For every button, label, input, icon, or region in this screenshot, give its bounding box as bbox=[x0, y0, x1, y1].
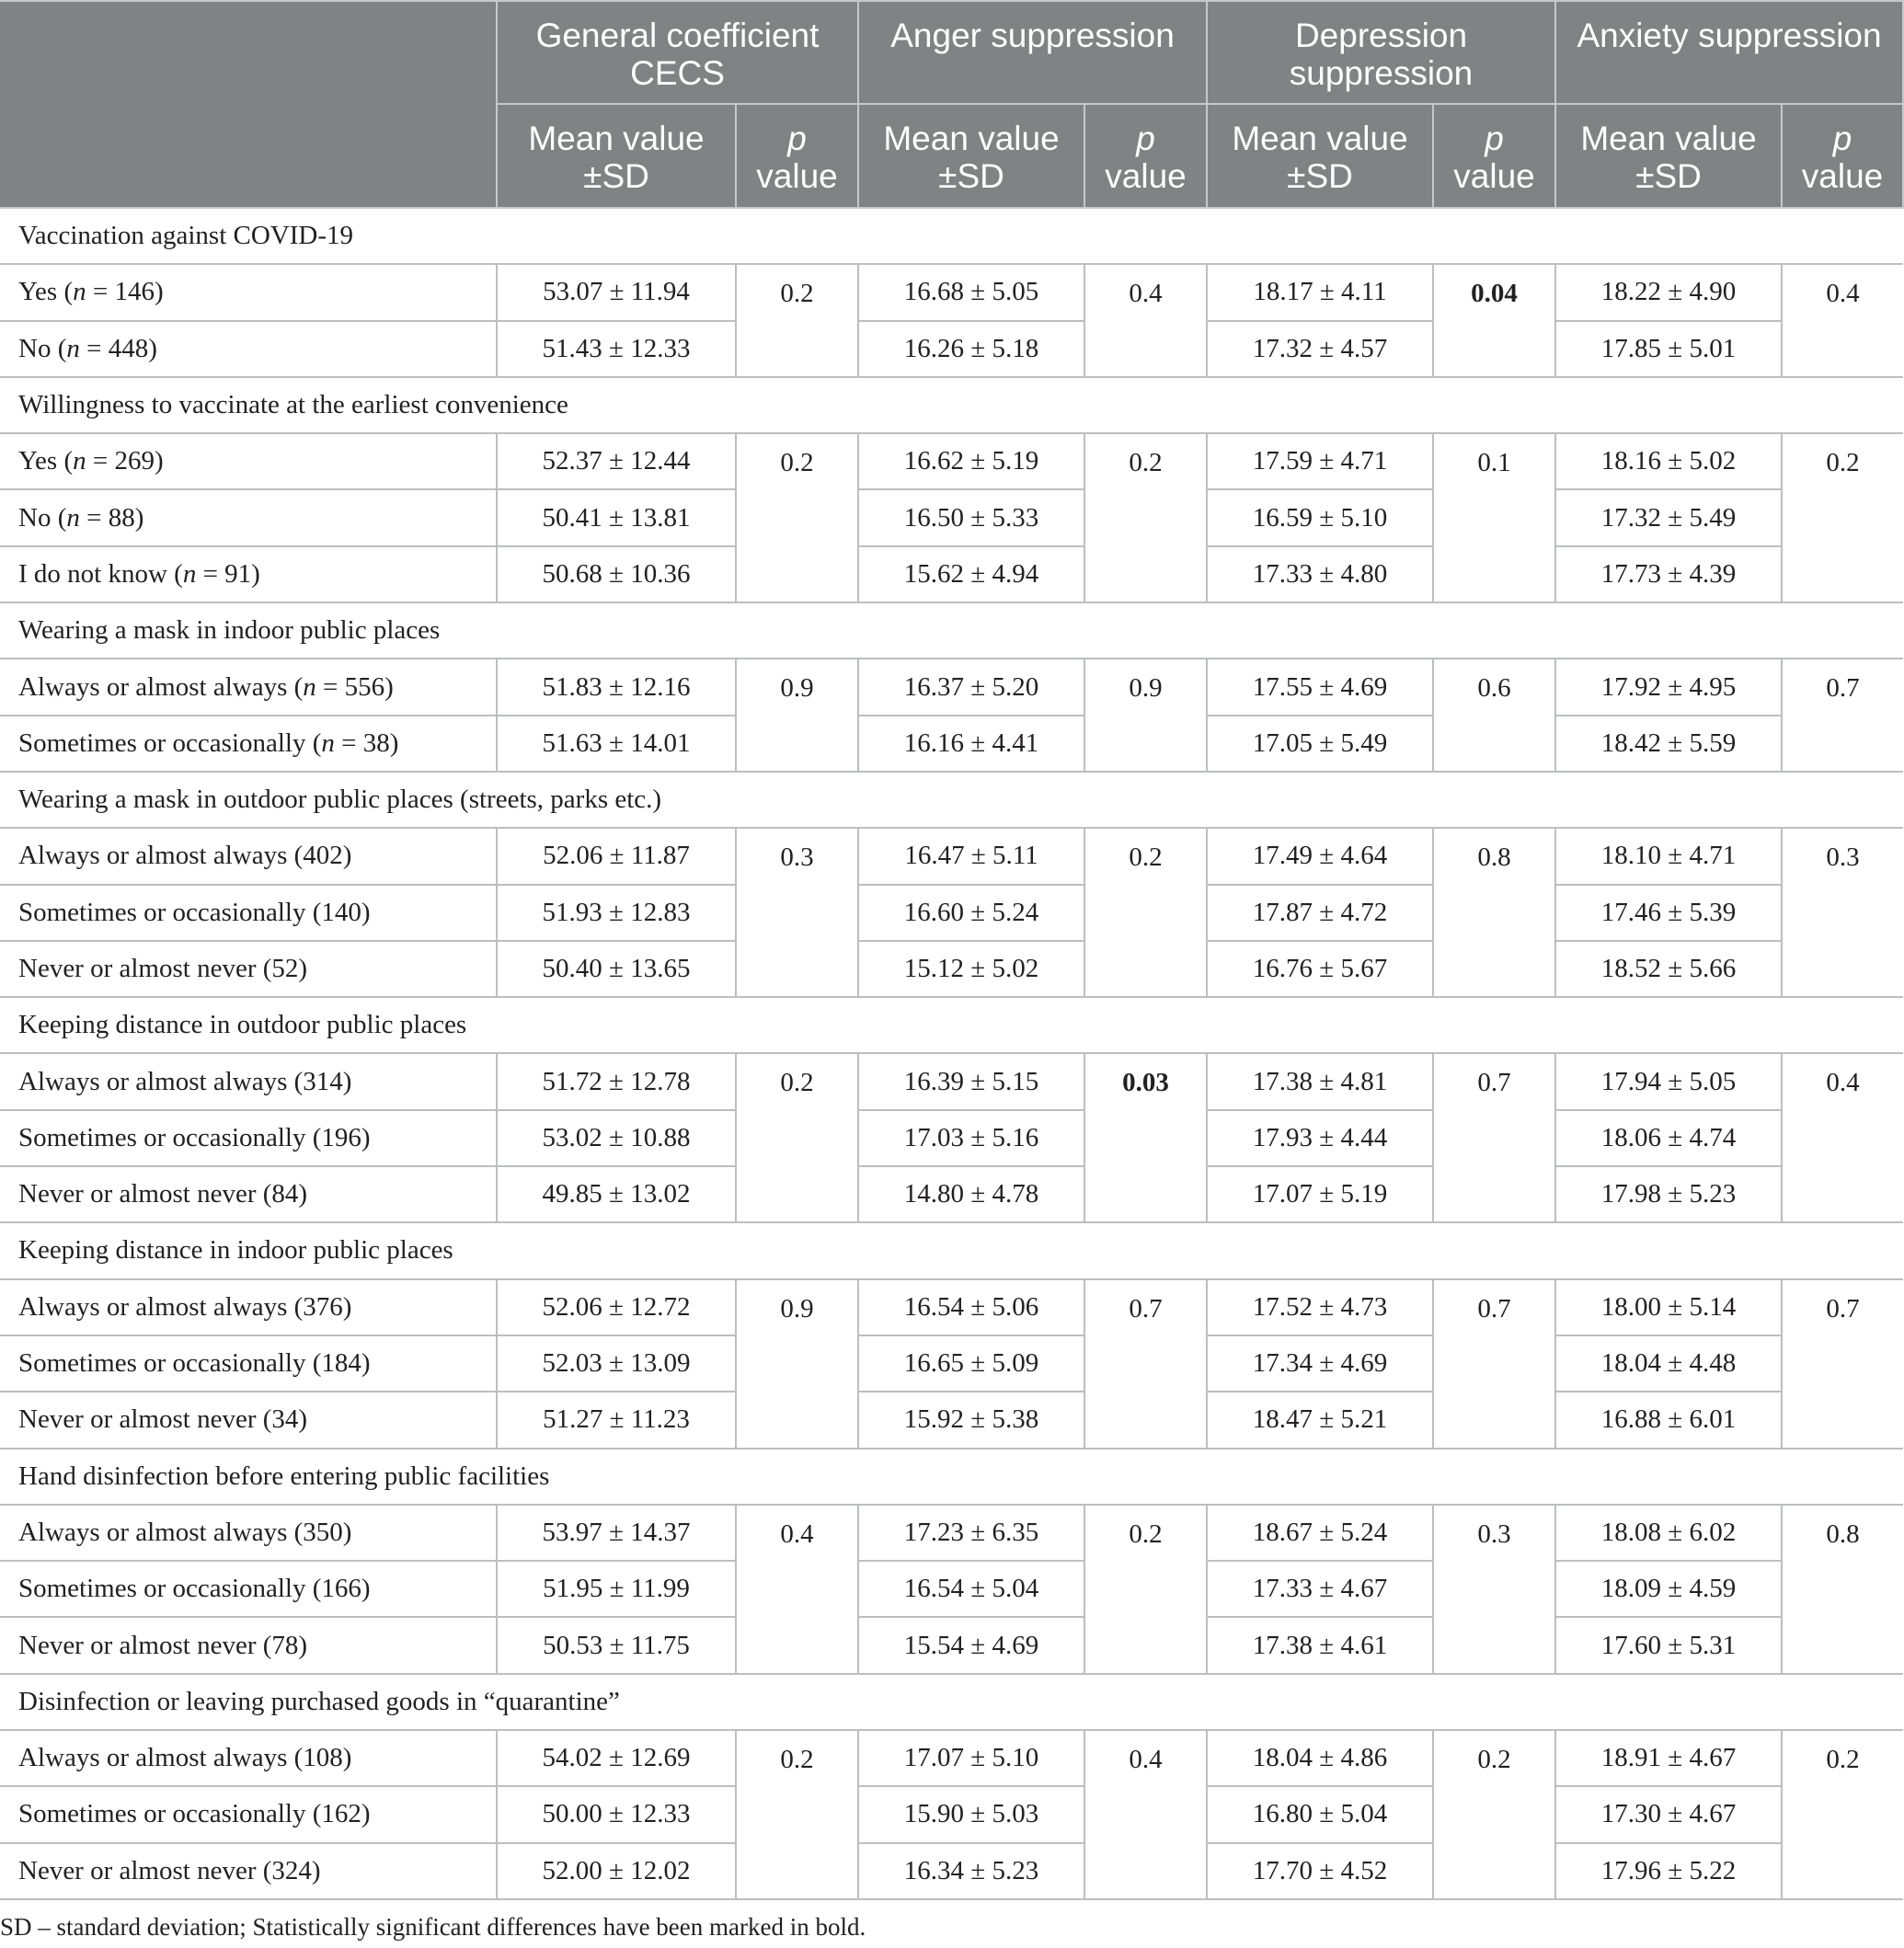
row-label bbox=[0, 1843, 497, 1899]
mean-sd-anxiety: 18.42 ± 5.59 bbox=[1555, 716, 1782, 772]
header-p-anger bbox=[1084, 104, 1207, 208]
mean-sd-anger: 16.39 ± 5.15 bbox=[858, 1053, 1084, 1109]
p-value-anxiety: 0.7 bbox=[1782, 659, 1903, 772]
p-value-depression: 0.7 bbox=[1433, 1053, 1555, 1222]
header-group-anger: Anger suppression bbox=[858, 1, 1207, 104]
table-row bbox=[0, 264, 1903, 320]
row-label bbox=[0, 1786, 497, 1842]
row-label bbox=[0, 659, 497, 715]
p-value-anger: 0.4 bbox=[1084, 264, 1207, 377]
row-label-text: Sometimes or occasionally (196) bbox=[18, 1122, 371, 1152]
table-row bbox=[0, 1843, 1903, 1899]
section-row bbox=[0, 772, 1903, 828]
section-title: Keeping distance in outdoor public places bbox=[0, 997, 1903, 1053]
table-row bbox=[0, 659, 1903, 715]
row-label-text: No ( bbox=[18, 333, 67, 363]
row-label-count: = 269) bbox=[86, 446, 164, 476]
mean-sd-anxiety: 17.92 ± 4.95 bbox=[1555, 659, 1782, 715]
mean-sd-depression: 18.04 ± 4.86 bbox=[1207, 1730, 1433, 1786]
p-value-anger: 0.2 bbox=[1084, 433, 1207, 602]
p-value-anger: 0.4 bbox=[1084, 1730, 1207, 1899]
p-value-anxiety: 0.2 bbox=[1782, 1730, 1903, 1899]
row-label bbox=[0, 1279, 497, 1335]
mean-sd-anxiety: 17.96 ± 5.22 bbox=[1555, 1843, 1782, 1899]
header-group-depression: Depression suppression bbox=[1207, 1, 1555, 104]
p-value-anger: 0.2 bbox=[1084, 1505, 1207, 1674]
mean-sd-depression: 17.34 ± 4.69 bbox=[1207, 1335, 1433, 1392]
mean-sd-cecs: 50.53 ± 11.75 bbox=[497, 1617, 736, 1673]
p-letter: p bbox=[1485, 120, 1504, 157]
mean-sd-depression: 16.76 ± 5.67 bbox=[1207, 941, 1433, 997]
p-value-depression: 0.1 bbox=[1433, 433, 1555, 602]
table-row bbox=[0, 828, 1903, 884]
row-label-text: Sometimes or occasionally (140) bbox=[18, 897, 371, 927]
table-row bbox=[0, 1561, 1903, 1617]
p-value-cecs: 0.2 bbox=[736, 1730, 858, 1899]
table-row bbox=[0, 1335, 1903, 1392]
mean-sd-depression: 17.33 ± 4.67 bbox=[1207, 1561, 1433, 1617]
table-row bbox=[0, 1110, 1903, 1166]
mean-sd-anger: 16.54 ± 5.06 bbox=[858, 1279, 1084, 1335]
mean-sd-anxiety: 18.06 ± 4.74 bbox=[1555, 1110, 1782, 1166]
row-label-text: Never or almost never (34) bbox=[18, 1404, 308, 1435]
header-group-anxiety: Anxiety suppression bbox=[1555, 1, 1903, 104]
mean-sd-anger: 17.07 ± 5.10 bbox=[858, 1730, 1084, 1786]
p-value-anxiety: 0.2 bbox=[1782, 433, 1903, 602]
row-label bbox=[0, 321, 497, 377]
section-row bbox=[0, 208, 1903, 264]
mean-sd-cecs: 53.02 ± 10.88 bbox=[497, 1110, 736, 1166]
row-label-n: n bbox=[73, 446, 86, 476]
section-title: Wearing a mask in outdoor public places (streets, parks etc.) bbox=[0, 772, 1903, 828]
p-value-anxiety: 0.3 bbox=[1782, 828, 1903, 997]
table-header bbox=[0, 1, 1903, 208]
row-label bbox=[0, 1505, 497, 1561]
header-group-cecs: General coefficient CECS bbox=[497, 1, 858, 104]
mean-sd-depression: 17.93 ± 4.44 bbox=[1207, 1110, 1433, 1166]
row-label-n: n bbox=[66, 333, 80, 363]
row-label-count: = 38) bbox=[334, 728, 399, 758]
mean-sd-cecs: 53.07 ± 11.94 bbox=[497, 264, 736, 320]
mean-sd-depression: 17.07 ± 5.19 bbox=[1207, 1166, 1433, 1222]
mean-sd-anger: 15.62 ± 4.94 bbox=[858, 546, 1084, 602]
p-value-cecs: 0.2 bbox=[736, 433, 858, 602]
mean-sd-anger: 15.90 ± 5.03 bbox=[858, 1786, 1084, 1842]
p-value-cecs: 0.4 bbox=[736, 1505, 858, 1674]
row-label-text: Never or almost never (324) bbox=[18, 1855, 321, 1885]
mean-sd-cecs: 52.06 ± 11.87 bbox=[497, 828, 736, 884]
p-value-depression: 0.7 bbox=[1433, 1279, 1555, 1449]
mean-sd-anxiety: 17.98 ± 5.23 bbox=[1555, 1166, 1782, 1222]
p-value-anger: 0.7 bbox=[1084, 1279, 1207, 1449]
mean-sd-anxiety: 18.09 ± 4.59 bbox=[1555, 1561, 1782, 1617]
table-row bbox=[0, 1279, 1903, 1335]
p-word: value bbox=[1453, 157, 1535, 195]
p-letter: p bbox=[787, 120, 807, 157]
row-label-n: n bbox=[66, 502, 80, 533]
p-value-cecs: 0.2 bbox=[736, 1053, 858, 1222]
row-label-text: No ( bbox=[18, 502, 67, 533]
row-label bbox=[0, 489, 497, 545]
mean-sd-anger: 17.03 ± 5.16 bbox=[858, 1110, 1084, 1166]
row-label-text: Always or almost always (402) bbox=[18, 841, 352, 871]
header-mean-anxiety: Mean value ±SD bbox=[1555, 104, 1782, 208]
mean-sd-anger: 16.26 ± 5.18 bbox=[858, 321, 1084, 377]
header-p-depression bbox=[1433, 104, 1555, 208]
p-value-anxiety: 0.4 bbox=[1782, 1053, 1903, 1222]
mean-sd-anxiety: 18.04 ± 4.48 bbox=[1555, 1335, 1782, 1392]
mean-sd-depression: 18.67 ± 5.24 bbox=[1207, 1505, 1433, 1561]
row-label-n: n bbox=[303, 671, 316, 702]
mean-sd-anxiety: 17.85 ± 5.01 bbox=[1555, 321, 1782, 377]
row-label bbox=[0, 1335, 497, 1392]
mean-sd-cecs: 50.00 ± 12.33 bbox=[497, 1786, 736, 1842]
mean-sd-cecs: 54.02 ± 12.69 bbox=[497, 1730, 736, 1786]
section-row bbox=[0, 602, 1903, 659]
row-label bbox=[0, 941, 497, 997]
p-value-anxiety: 0.8 bbox=[1782, 1505, 1903, 1674]
mean-sd-cecs: 51.72 ± 12.78 bbox=[497, 1053, 736, 1109]
mean-sd-anger: 16.60 ± 5.24 bbox=[858, 885, 1084, 941]
mean-sd-anger: 15.12 ± 5.02 bbox=[858, 941, 1084, 997]
table-row bbox=[0, 716, 1903, 772]
mean-sd-cecs: 50.40 ± 13.65 bbox=[497, 941, 736, 997]
row-label-text: I do not know ( bbox=[18, 558, 183, 589]
p-value-anger: 0.9 bbox=[1084, 659, 1207, 772]
row-label bbox=[0, 828, 497, 884]
p-letter: p bbox=[1136, 120, 1155, 157]
row-label-count: = 556) bbox=[315, 671, 394, 702]
p-value-cecs: 0.9 bbox=[736, 1279, 858, 1449]
mean-sd-cecs: 51.27 ± 11.23 bbox=[497, 1392, 736, 1448]
p-value-anxiety: 0.4 bbox=[1782, 264, 1903, 377]
table-row bbox=[0, 1730, 1903, 1786]
mean-sd-cecs: 49.85 ± 13.02 bbox=[497, 1166, 736, 1222]
mean-sd-anxiety: 17.94 ± 5.05 bbox=[1555, 1053, 1782, 1109]
mean-sd-anxiety: 17.60 ± 5.31 bbox=[1555, 1617, 1782, 1673]
mean-sd-depression: 18.17 ± 4.11 bbox=[1207, 264, 1433, 320]
section-title: Disinfection or leaving purchased goods in “quarantine” bbox=[0, 1674, 1903, 1730]
row-label-n: n bbox=[321, 728, 335, 758]
table-row bbox=[0, 1786, 1903, 1842]
table-row bbox=[0, 433, 1903, 489]
mean-sd-anger: 16.54 ± 5.04 bbox=[858, 1561, 1084, 1617]
mean-sd-cecs: 51.93 ± 12.83 bbox=[497, 885, 736, 941]
mean-sd-cecs: 52.06 ± 12.72 bbox=[497, 1279, 736, 1335]
header-mean-cecs: Mean value ±SD bbox=[497, 104, 736, 208]
mean-sd-depression: 17.55 ± 4.69 bbox=[1207, 659, 1433, 715]
mean-sd-anxiety: 18.91 ± 4.67 bbox=[1555, 1730, 1782, 1786]
p-value-depression: 0.8 bbox=[1433, 828, 1555, 997]
mean-sd-anger: 16.16 ± 4.41 bbox=[858, 716, 1084, 772]
mean-sd-depression: 17.32 ± 4.57 bbox=[1207, 321, 1433, 377]
row-label-text: Never or almost never (52) bbox=[18, 954, 308, 983]
mean-sd-depression: 18.47 ± 5.21 bbox=[1207, 1392, 1433, 1448]
section-title: Hand disinfection before entering public facilities bbox=[0, 1449, 1903, 1505]
mean-sd-depression: 17.49 ± 4.64 bbox=[1207, 828, 1433, 884]
p-value-anger: 0.03 bbox=[1084, 1053, 1207, 1222]
mean-sd-anger: 15.54 ± 4.69 bbox=[858, 1617, 1084, 1673]
row-label-text: Always or almost always (314) bbox=[18, 1066, 352, 1096]
p-word: value bbox=[1105, 157, 1187, 195]
row-label bbox=[0, 1053, 497, 1109]
row-label-text: Sometimes or occasionally (162) bbox=[18, 1799, 371, 1829]
mean-sd-anger: 16.37 ± 5.20 bbox=[858, 659, 1084, 715]
table-row bbox=[0, 1053, 1903, 1109]
mean-sd-anxiety: 18.08 ± 6.02 bbox=[1555, 1505, 1782, 1561]
row-label-text: Always or almost always (376) bbox=[18, 1291, 352, 1322]
section-row bbox=[0, 1449, 1903, 1505]
mean-sd-anxiety: 18.10 ± 4.71 bbox=[1555, 828, 1782, 884]
mean-sd-depression: 17.38 ± 4.81 bbox=[1207, 1053, 1433, 1109]
mean-sd-anxiety: 16.88 ± 6.01 bbox=[1555, 1392, 1782, 1448]
mean-sd-anxiety: 17.73 ± 4.39 bbox=[1555, 546, 1782, 602]
p-value-cecs: 0.2 bbox=[736, 264, 858, 377]
table-row bbox=[0, 941, 1903, 997]
table-row bbox=[0, 489, 1903, 545]
row-label-text: Sometimes or occasionally ( bbox=[18, 728, 322, 758]
row-label bbox=[0, 546, 497, 602]
row-label-text: Always or almost always (108) bbox=[18, 1743, 352, 1773]
row-label bbox=[0, 1166, 497, 1222]
row-label-n: n bbox=[182, 558, 197, 589]
row-label-text: Never or almost never (84) bbox=[18, 1179, 308, 1209]
table-row bbox=[0, 546, 1903, 602]
header-mean-anger: Mean value ±SD bbox=[858, 104, 1084, 208]
mean-sd-depression: 16.59 ± 5.10 bbox=[1207, 489, 1433, 545]
row-label bbox=[0, 433, 497, 489]
mean-sd-depression: 17.59 ± 4.71 bbox=[1207, 433, 1433, 489]
mean-sd-anger: 16.34 ± 5.23 bbox=[858, 1843, 1084, 1899]
mean-sd-anger: 17.23 ± 6.35 bbox=[858, 1505, 1084, 1561]
mean-sd-anxiety: 17.30 ± 4.67 bbox=[1555, 1786, 1782, 1842]
mean-sd-anger: 14.80 ± 4.78 bbox=[858, 1166, 1084, 1222]
mean-sd-anger: 16.68 ± 5.05 bbox=[858, 264, 1084, 320]
mean-sd-cecs: 51.83 ± 12.16 bbox=[497, 659, 736, 715]
table-row bbox=[0, 1505, 1903, 1561]
mean-sd-cecs: 52.37 ± 12.44 bbox=[497, 433, 736, 489]
row-label-count: = 91) bbox=[196, 558, 260, 589]
row-label-text: Sometimes or occasionally (184) bbox=[18, 1348, 371, 1379]
section-row bbox=[0, 377, 1903, 433]
row-label bbox=[0, 1561, 497, 1617]
mean-sd-depression: 17.52 ± 4.73 bbox=[1207, 1279, 1433, 1335]
mean-sd-anger: 16.47 ± 5.11 bbox=[858, 828, 1084, 884]
p-value-cecs: 0.9 bbox=[736, 659, 858, 772]
row-label-text: Always or almost always ( bbox=[18, 671, 304, 702]
row-label bbox=[0, 1730, 497, 1786]
section-row bbox=[0, 1222, 1903, 1278]
p-value-depression: 0.3 bbox=[1433, 1505, 1555, 1674]
mean-sd-depression: 17.87 ± 4.72 bbox=[1207, 885, 1433, 941]
mean-sd-anger: 16.50 ± 5.33 bbox=[858, 489, 1084, 545]
section-title: Vaccination against COVID-19 bbox=[0, 208, 1903, 264]
header-p-cecs bbox=[736, 104, 858, 208]
mean-sd-anxiety: 18.22 ± 4.90 bbox=[1555, 264, 1782, 320]
table-row bbox=[0, 885, 1903, 941]
p-value-depression: 0.2 bbox=[1433, 1730, 1555, 1899]
header-row-groups bbox=[0, 1, 1903, 104]
row-label bbox=[0, 885, 497, 941]
mean-sd-anger: 16.62 ± 5.19 bbox=[858, 433, 1084, 489]
mean-sd-cecs: 50.68 ± 10.36 bbox=[497, 546, 736, 602]
table-footnote: SD – standard deviation; Statistically significant differences have been marked in bold. bbox=[0, 1913, 866, 1941]
mean-sd-cecs: 50.41 ± 13.81 bbox=[497, 489, 736, 545]
section-title: Keeping distance in indoor public places bbox=[0, 1222, 1903, 1278]
mean-sd-depression: 17.38 ± 4.61 bbox=[1207, 1617, 1433, 1673]
section-row bbox=[0, 997, 1903, 1053]
p-value-anxiety: 0.7 bbox=[1782, 1279, 1903, 1449]
row-label-text: Always or almost always (350) bbox=[18, 1517, 352, 1547]
row-label bbox=[0, 1392, 497, 1448]
row-label-text: Sometimes or occasionally (166) bbox=[18, 1574, 371, 1604]
table-row bbox=[0, 1166, 1903, 1222]
p-word: value bbox=[756, 157, 838, 195]
p-value-anger: 0.2 bbox=[1084, 828, 1207, 997]
p-value-depression: 0.6 bbox=[1433, 659, 1555, 772]
mean-sd-depression: 17.33 ± 4.80 bbox=[1207, 546, 1433, 602]
table-row bbox=[0, 1617, 1903, 1673]
mean-sd-cecs: 52.03 ± 13.09 bbox=[497, 1335, 736, 1392]
mean-sd-depression: 17.70 ± 4.52 bbox=[1207, 1843, 1433, 1899]
row-label-count: = 448) bbox=[79, 333, 157, 363]
section-title: Wearing a mask in indoor public places bbox=[0, 602, 1903, 659]
p-value-cecs: 0.3 bbox=[736, 828, 858, 997]
row-label bbox=[0, 716, 497, 772]
p-letter: p bbox=[1832, 120, 1852, 157]
row-label-count: = 88) bbox=[79, 502, 144, 533]
table-body bbox=[0, 208, 1903, 1899]
row-label bbox=[0, 1617, 497, 1673]
row-label bbox=[0, 264, 497, 320]
mean-sd-depression: 16.80 ± 5.04 bbox=[1207, 1786, 1433, 1842]
mean-sd-cecs: 52.00 ± 12.02 bbox=[497, 1843, 736, 1899]
mean-sd-anxiety: 17.46 ± 5.39 bbox=[1555, 885, 1782, 941]
header-p-anxiety bbox=[1782, 104, 1903, 208]
p-value-depression: 0.04 bbox=[1433, 264, 1555, 377]
mean-sd-anxiety: 17.32 ± 5.49 bbox=[1555, 489, 1782, 545]
mean-sd-cecs: 51.43 ± 12.33 bbox=[497, 321, 736, 377]
row-label-text: Never or almost never (78) bbox=[18, 1630, 308, 1660]
row-label-text: Yes ( bbox=[18, 446, 74, 476]
mean-sd-anger: 15.92 ± 5.38 bbox=[858, 1392, 1084, 1448]
mean-sd-cecs: 51.63 ± 14.01 bbox=[497, 716, 736, 772]
header-mean-depression: Mean value ±SD bbox=[1207, 104, 1433, 208]
mean-sd-depression: 17.05 ± 5.49 bbox=[1207, 716, 1433, 772]
mean-sd-cecs: 53.97 ± 14.37 bbox=[497, 1505, 736, 1561]
section-title: Willingness to vaccinate at the earliest convenience bbox=[0, 377, 1903, 433]
table-row bbox=[0, 1392, 1903, 1448]
section-row bbox=[0, 1674, 1903, 1730]
mean-sd-anxiety: 18.00 ± 5.14 bbox=[1555, 1279, 1782, 1335]
mean-sd-anxiety: 18.16 ± 5.02 bbox=[1555, 433, 1782, 489]
row-label-n: n bbox=[73, 277, 86, 307]
header-corner-cell bbox=[0, 1, 497, 208]
row-label-count: = 146) bbox=[86, 277, 164, 307]
mean-sd-cecs: 51.95 ± 11.99 bbox=[497, 1561, 736, 1617]
row-label-text: Yes ( bbox=[18, 277, 74, 307]
mean-sd-anxiety: 18.52 ± 5.66 bbox=[1555, 941, 1782, 997]
p-word: value bbox=[1801, 157, 1884, 195]
mean-sd-anger: 16.65 ± 5.09 bbox=[858, 1335, 1084, 1392]
table-row bbox=[0, 321, 1903, 377]
row-label bbox=[0, 1110, 497, 1166]
